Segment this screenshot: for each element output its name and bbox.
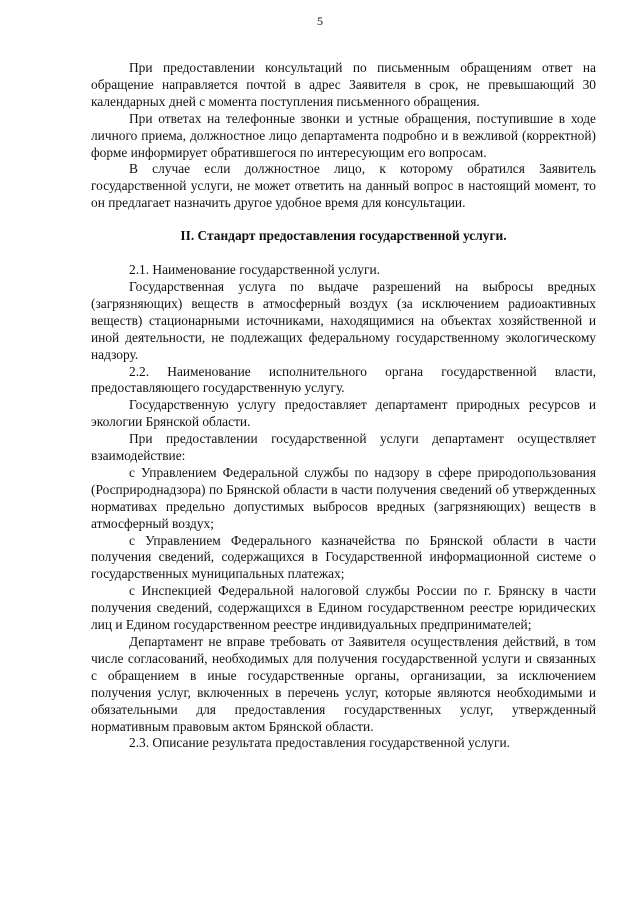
paragraph-2-1-title: 2.1. Наименование государственной услуги.: [129, 262, 381, 278]
paragraph-2-3-title: 2.3. Описание результата предоставления государственной услуги.: [129, 735, 511, 751]
paragraph-interaction-tax-service: с Инспекцией Федеральной налоговой службы России по г. Брянску в части получения сведений, содержащихся в Едином государственном реестре юридических лиц и Едином государственном реестре индивидуальных предпринимателей;: [91, 583, 596, 633]
page-number: 5: [317, 14, 323, 28]
paragraph-interaction-intro: При предоставлении государственной услуги департамент осуществляет взаимодействие:: [91, 431, 596, 464]
paragraph-service-description: Государственная услуга по выдаче разрешений на выбросы вредных (загрязняющих) веществ в атмосферный воздух (за исключением радиоактивных веществ) стационарными источниками, находящимися на объектах хозяйственной и иной деятельности, не подлежащих федеральному государственному экологическому надзору.: [91, 278, 596, 362]
paragraph-2-2-title: 2.2. Наименование исполнительного органа государственной власти, предоставляющего государственную услугу.: [91, 363, 596, 396]
document-body: [91, 60, 596, 752]
paragraph-interaction-rosprirodnadzor: с Управлением Федеральной службы по надзору в сфере природопользования (Росприроднадзора) по Брянской области в части получения сведений об утвержденных нормативах предельно допустимых выбросов вредных (загрязняющих) веществ в атмосферный воздух;: [91, 464, 596, 531]
paragraph-written-consultation: При предоставлении консультаций по письменным обращениям ответ на обращение направляется почтой в адрес Заявителя в срок, не превышающий 30 календарных дней с момента поступления письменного обращения.: [91, 60, 596, 109]
section-heading: II. Стандарт предоставления государственной услуги.: [180, 228, 507, 244]
paragraph-interaction-treasury: с Управлением Федерального казначейства по Брянской области в части получения сведений, содержащихся в Государственной информационной системе о государственных муниципальных платежах;: [91, 532, 596, 582]
paragraph-department-restrictions: Департамент не вправе требовать от Заявителя осуществления действий, в том числе согласований, необходимых для получения государственной услуги и связанных с обращением в иные государственные органы, организации, за исключением получения услуг, включенных в перечень услуг, которые являются необходимыми и обязательными для предоставления государственных услуг, утвержденный нормативным правовым актом Брянской области.: [91, 634, 596, 734]
paragraph-provider-department: Государственную услугу предоставляет департамент природных ресурсов и экологии Брянской области.: [91, 397, 596, 430]
paragraph-phone-oral-requests: При ответах на телефонные звонки и устные обращения, поступившие в ходе личного приема, должностное лицо департамента подробно и в вежливой (корректной) форме информирует обратившегося по интересующим его вопросам.: [91, 110, 596, 160]
paragraph-reschedule-consultation: В случае если должностное лицо, к которому обратился Заявитель государственной услуги, не может ответить на данный вопрос в настоящий момент, то он предлагает назначить другое удобное время для консультации.: [91, 161, 596, 211]
